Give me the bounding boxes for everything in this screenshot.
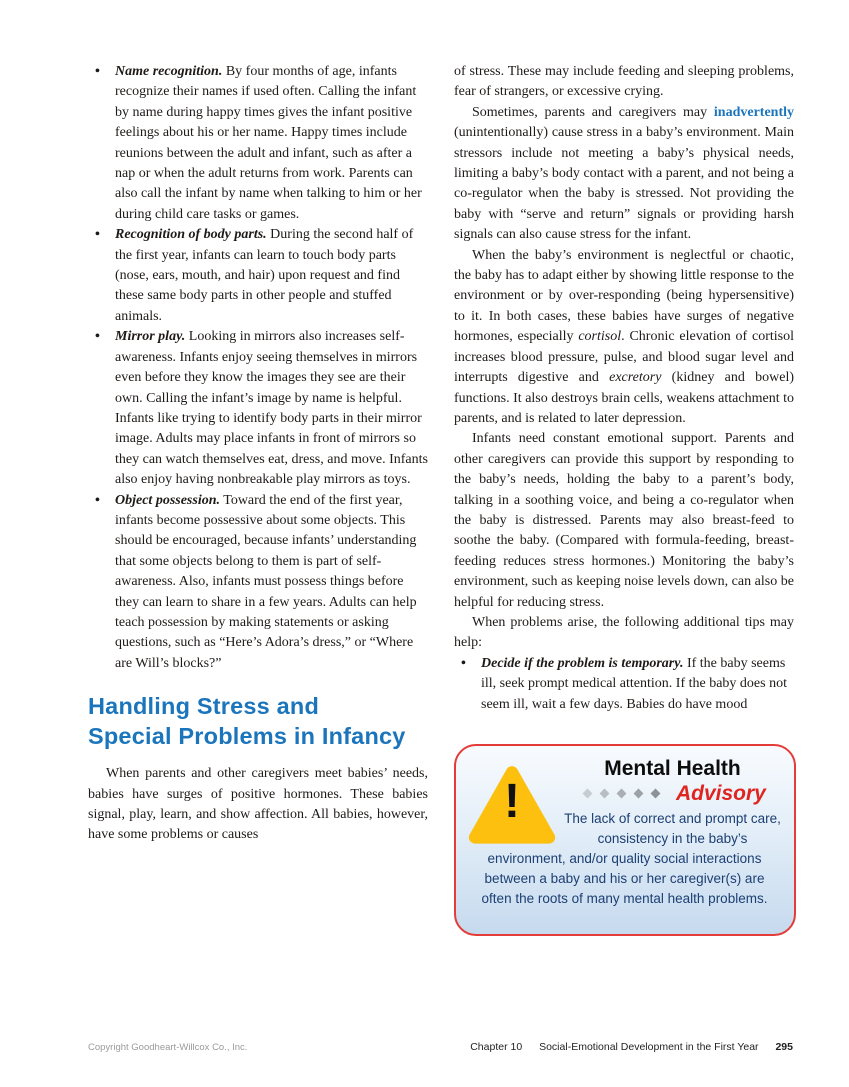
paragraph-text: (unintentionally) cause stress in a baby’s environment. Main stressors include not meeting a baby’s physical needs, limiting a baby’s body contact with a parent, and not being a co-regulator when the baby is stressed. Not providing the baby with “serve and return” signals or providing harsh signals can also cause stress for the infant. (454, 125, 794, 243)
paragraph: When parents and other caregivers meet babies’ needs, babies have surges of positive hormones. These babies signal, play, learn, and show affection. All babies, however, have some problems or causes (88, 766, 428, 843)
bullet-lead: Decide if the problem is temporary. (481, 655, 684, 671)
left-column (88, 62, 428, 936)
bullet-lead: Object possession. (115, 492, 220, 508)
paragraph (454, 103, 794, 246)
tips-bullet-list (454, 654, 794, 715)
self-awareness-bullet-list (88, 62, 428, 674)
warning-triangle-icon (468, 762, 556, 846)
paragraph-text: . Chronic elevation of cortisol increases blood pressure, pulse, and blood sugar level and interrupts digestive and (454, 329, 794, 386)
bullet-text: Toward the end of the first year, infants become possessive about some objects. This should be encouraged, because infants’ understanding that some objects belong to them is part of self-awareness. Also, infants must possess things before they can learn to share in a few years. Adults can help teach possession by making statements or asking questions, such as “Here’s Adora’s dress,” or “Where are Will’s blocks?” (115, 492, 417, 671)
decorative-diamonds (579, 784, 664, 800)
paragraph (454, 246, 794, 430)
advisory-title: Mental Health (604, 757, 741, 780)
list-item (88, 225, 428, 327)
italic-term: excretory (609, 370, 662, 386)
bullet-lead: Name recognition. (115, 64, 223, 79)
italic-term: cortisol (578, 329, 622, 345)
page-body (88, 62, 794, 936)
page-number: 295 (775, 1041, 793, 1053)
section-heading (88, 691, 428, 751)
list-item (88, 327, 428, 490)
paragraph-text: (kidney and bowel) functions. It also destroys brain cells, weakens attachment to parents, and is related to later depression. (454, 370, 794, 426)
bullet-lead: Recognition of body parts. (115, 227, 267, 243)
chapter-label: Chapter 10 (470, 1041, 523, 1053)
section-heading-line1: Handling Stress and (88, 693, 320, 720)
list-item (88, 491, 428, 675)
bullet-text: Looking in mirrors also increases self-awareness. Infants enjoy seeing themselves in mirrors even before they know the images they see are their own. Calling the infant’s image by name is helpful. Infants like trying to identify body parts in their mirror image. Adults may place infants in front of mirrors so they can watch themselves eat, dress, and move. Infants also enjoy having nonbreakable play mirrors as toys. (115, 329, 428, 488)
section-heading-line2: Special Problems in Infancy (88, 723, 406, 750)
advisory-body-text: The lack of correct and prompt care, consistency in the baby’s environment, and/or quality social interactions between a baby and his or her caregiver(s) are often the roots of many mental health problems. (481, 810, 781, 906)
paragraph-text: When the baby’s environment is neglectful or chaotic, the baby has to adapt either by showing little response to the environment or by over-responding (being hypersensitive) to it. In both cases, these babies have surges of negative hormones, especially (454, 247, 794, 345)
list-item (88, 62, 428, 225)
paragraph: of stress. These may include feeding and sleeping problems, fear of strangers, or excessive crying. (454, 64, 794, 100)
paragraph: When problems arise, the following additional tips may help: (454, 614, 794, 651)
bullet-text: By four months of age, infants recognize their names if used often. Calling the infant by name during happy times gives the infant positive feelings about his or her name. Happy times include reunions between the adult and infant, such as after a nap or when the adult returns from work. Parents can also call the infant by name when talking to him or her during child care tasks or games. (115, 64, 422, 222)
bullet-text: During the second half of the first year, infants can learn to touch body parts (nose, ears, mouth, and hair) upon request and find these same body parts in other people and stuffed animals. (115, 227, 414, 324)
chapter-title: Social-Emotional Development in the First Year (539, 1041, 759, 1053)
exclamation-mark: ! (504, 775, 520, 828)
page-footer (88, 1041, 793, 1053)
list-item (454, 654, 794, 715)
bullet-text: If the baby seems ill, seek prompt medical attention. If the baby does not seem ill, wait a few days. Babies do have mood (481, 655, 787, 712)
copyright-notice: Copyright Goodheart-Willcox Co., Inc. (88, 1042, 248, 1053)
right-column (454, 62, 794, 936)
mental-health-advisory-box (454, 744, 796, 936)
paragraph: Infants need constant emotional support. Parents and other caregivers can provide this support by responding to the baby’s needs, holding the baby to a parent’s body, talking in a soothing voice, and being a co-regulator when the baby is distressed. Parents may also breast-feed to soothe the baby. (Compared with formula-feeding, breast-feeding reduces stress hormones.) Monitoring the baby’s environment, such as keeping noise levels down, can also be helpful for reducing stress. (454, 431, 794, 610)
running-footer (470, 1041, 793, 1053)
glossary-term-link[interactable]: inadvertently (713, 104, 794, 120)
advisory-subtitle: Advisory (676, 781, 766, 805)
paragraph-text: Sometimes, parents and caregivers may (472, 104, 714, 120)
bullet-lead: Mirror play. (115, 329, 186, 345)
